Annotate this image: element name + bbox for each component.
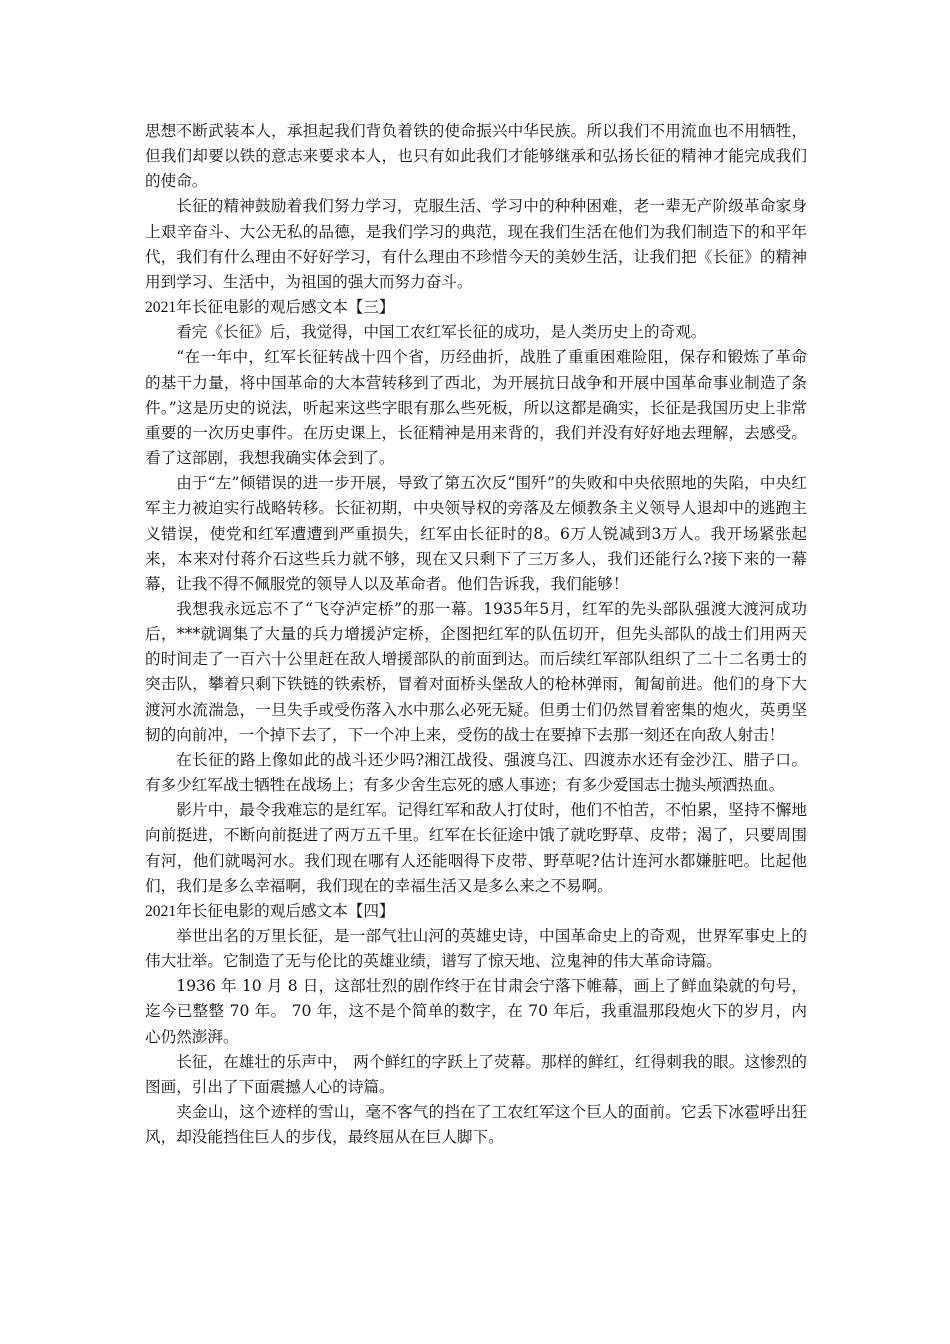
paragraph: 长征，在雄壮的乐声中， 两个鲜红的字跃上了荧幕。那样的鲜红，红得刺我的眼。这惨烈的图画，引出了下面震撼人心的诗篇。 xyxy=(145,1052,807,1096)
section-heading: 2021年长征电影的观后感文本【四】 xyxy=(145,902,395,920)
paragraph: 看完《长征》后，我觉得，中国工农红军长征的成功，是人类历史上的奇观。 xyxy=(176,323,707,342)
paragraph: 我想我永远忘不了“飞夺泸定桥”的那一幕。1935年5月，红军的先头部队强渡大渡河成功后，***就调集了大量的兵力增援泸定桥，企图把红军的队伍切开，但先头部队的战士们用两天的时间走了一百六十公里赶在敌人增援部队的前面到达。而后续红军部队组织了二十二名勇士的突击队，攀着只剩下铁链的铁索桥，冒着对面桥头堡敌人的枪林弹雨，匍匐前进。他们的身下大渡河水流湍急，一旦失手或受伤落入水中那么必死无疑。但勇士们仍然冒着密集的炮火，英勇坚韧的向前冲，一个掉下去了，下一个冲上来，受伤的战士在要掉下去那一刻还在向敌人射击！ xyxy=(145,599,807,744)
paragraph: 影片中，最令我难忘的是红军。记得红军和敌人打仗时，他们不怕苦，不怕累，坚持不懈地向前挺进，不断向前挺进了两万五千里。红军在长征途中饿了就吃野草、皮带；渴了，只要周围有河，他们就喝河水。我们现在哪有人还能咽得下皮带、野草呢?估计连河水都嫌脏吧。比起他们，我们是多么幸福啊，我们现在的幸福生活又是多么来之不易啊。 xyxy=(145,801,807,895)
paragraph: “在一年中，红军长征转战十四个省，历经曲折，战胜了重重困难险阻，保存和锻炼了革命的基干力量，将中国革命的大本营转移到了西北，为开展抗日战争和开展中国革命事业制造了条件。”这是历史的说法，听起来这些字眼有那么些死板，所以这都是确实，长征是我国历史上非常重要的一次历史事件。在历史课上，长征精神是用来背的，我们并没有好好地去理解，去感受。看了这部剧，我想我确实体会到了。 xyxy=(145,348,807,468)
paragraph: 1936 年 10 月 8 日，这部壮烈的剧作终于在甘肃会宁落下帷幕，画上了鲜血染就的句号，迄今已整整 70 年。 70 年，这不是个简单的数字，在 70 年后，我重温那段炮火下的岁月，内心仍然澎湃。 xyxy=(145,977,807,1046)
paragraph: 思想不断武装本人，承担起我们背负着铁的使命振兴中华民族。所以我们不用流血也不用牺牲，但我们却要以铁的意志来要求本人，也只有如此我们才能够继承和弘扬长征的精神才能完成我们的使命。 xyxy=(145,122,807,191)
paragraph: 夹金山，这个迹样的雪山，毫不客气的挡在了工农红军这个巨人的面前。它丢下冰雹呼出狂风，却没能挡住巨人的步伐，最终屈从在巨人脚下。 xyxy=(145,1103,807,1147)
paragraph: 在长征的路上像如此的战斗还少吗?湘江战役、强渡乌江、四渡赤水还有金沙江、腊子口。有多少红军战士牺牲在战场上；有多少舍生忘死的感人事迹；有多少爱国志士抛头颅洒热血。 xyxy=(145,750,807,795)
paragraph: 举世出名的万里长征，是一部气壮山河的英雄史诗，中国革命史上的奇观，世界军事史上的伟大壮举。它制造了无与伦比的英雄业绩，谱写了惊天地、泣鬼神的伟大革命诗篇。 xyxy=(145,927,807,971)
section-heading: 2021年长征电影的观后感文本【三】 xyxy=(145,299,395,317)
paragraph: 长征的精神鼓励着我们努力学习，克服生活、学习中的种种困难，老一辈无产阶级革命家身上艰辛奋斗、大公无私的品德，是我们学习的典范，现在我们生活在他们为我们制造下的和平年代，我们有什么理由不好好学习，有什么理由不珍惜今天的美妙生活，让我们把《长征》的精神用到学习、生活中，为祖国的强大而努力奋斗。 xyxy=(145,197,807,291)
document-body xyxy=(145,119,807,1150)
paragraph: 由于“左”倾错误的进一步开展，导致了第五次反“围歼”的失败和中央依照地的失陷，中央红军主力被迫实行战略转移。长征初期，中央领导权的旁落及左倾教条主义领导人退却中的逃跑主义错误，使党和红军遭遭到严重损失，红军由长征时的8。6万人锐减到3万人。我开场紧张起来，本来对付蒋介石这些兵力就不够，现在又只剩下了三万多人，我们还能行么?接下来的一幕幕，让我不得不佩服党的领导人以及革命者。他们告诉我，我们能够！ xyxy=(145,474,807,593)
